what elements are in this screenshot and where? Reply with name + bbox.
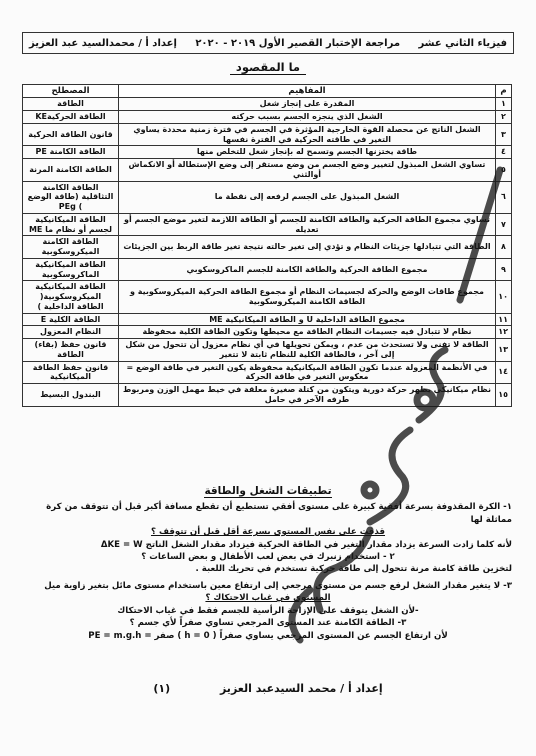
- application-line: ٣- الطاقة الكامنة عند المستوى المرجعي تساوي صفراً لأي جسم ؟: [129, 618, 407, 629]
- application-line: ٢ - استخدام زنبرك في بعض لعب الأطفال و بعض الساعات ؟: [141, 552, 395, 563]
- applications-title: تطبيقات الشغل والطاقة: [204, 485, 332, 497]
- application-line: لأن ارتفاع الجسم عن المستوى المرجعي يساوي صفراً ( h = 0 ) صفر = PE = m.g.h: [88, 630, 448, 641]
- row-concept: الطاقة التي تتبادلها جزيئات النظام و تؤدي إلى تغير حالته نتيجة تغير طاقة الربط بين الجزيئات: [119, 236, 496, 259]
- applications-section: [24, 484, 512, 642]
- table-row: [23, 281, 512, 313]
- row-concept: مجموع الطاقة الداخلية U و الطاقة الميكانيكية ME: [119, 313, 496, 326]
- row-number: ٤: [496, 146, 512, 159]
- author-label: إعداد أ / محمدالسيد عبد العزيز: [29, 37, 177, 49]
- row-term: الطاقة الميكانيكية الميكروسكوبية( الطاقة الداخلية ): [23, 281, 119, 313]
- row-concept: الشغل المبذول على الجسم لرفعه إلى نقطة ما: [119, 181, 496, 213]
- application-line: ٣- لا يتغير مقدار الشغل لرفع جسم من مستوى مرجعي إلى ارتفاع معين باستخدام مستوى مائل بتغير زاوية ميل: [44, 580, 512, 591]
- row-concept: تساوي الشغل المبذول لتغيير وضع الجسم من وضع مستقر إلى وضع الإستطالة أو الانكماش أوالثني: [119, 159, 496, 182]
- table-header-row: [23, 85, 512, 98]
- row-term: قانون الطاقة الحركية: [23, 123, 119, 146]
- row-term: الطاقة الحركيةKE: [23, 111, 119, 124]
- row-concept: نظام لا تتبادل فيه جسيمات النظام الطاقة مع محيطها وتكون الطاقة الكلية محفوظة: [119, 326, 496, 339]
- row-term: الطاقة الكامنة الميكروسكوبية: [23, 236, 119, 259]
- table-row: [23, 313, 512, 326]
- table-row: [23, 339, 512, 362]
- row-number: ١: [496, 98, 512, 111]
- row-concept: الطاقة لا تفنى ولا تستحدث من عدم ، ويمكن تحويلها في أي نظام معزول أن تتحول من شكل إلى آخر ، فالطاقة الكلية للنظام ثابتة لا تتغير: [119, 339, 496, 362]
- application-line: لتخزين طاقة كامنة مرنة تتحول إلى طاقة حركية تستخدم في تحريك اللعبة .: [195, 564, 512, 575]
- table-row: [23, 384, 512, 407]
- column-header-concepts: المفاهيم: [119, 85, 496, 98]
- row-term: قانون حفظ الطاقة الميكانيكية: [23, 361, 119, 384]
- row-concept: مجموع الطاقة الحركية والطاقة الكامنة للجسم الماكروسكوبي: [119, 258, 496, 281]
- table-row: [23, 326, 512, 339]
- row-number: ٥: [496, 159, 512, 182]
- row-term: الطاقة الكلية E: [23, 313, 119, 326]
- row-concept: الشغل الناتج عن محصلة القوة الخارجية المؤثرة في الجسم في فترة زمنية محددة يساوي التغير في طاقته الحركية في الفترة نفسها: [119, 123, 496, 146]
- page-header: [22, 32, 514, 54]
- exam-title: مراجعة الإختبار القصير الأول ٢٠١٩ - ٢٠٢٠: [195, 37, 401, 49]
- row-number: ٩: [496, 258, 512, 281]
- subject-label: فيزياء الثاني عشر: [418, 37, 507, 49]
- concepts-table: [22, 84, 512, 407]
- row-term: الطاقة الميكانيكية لجسم أو نظام ما ME: [23, 213, 119, 236]
- table-row: [23, 236, 512, 259]
- row-concept: في الأنظمة المعزولة عندما تكون الطاقة الميكانيكية محفوظة يكون التغير في طاقة الوضع = معكوس التغير في طاقة الحركة: [119, 361, 496, 384]
- row-term: النظام المعزول: [23, 326, 119, 339]
- application-line: لأنه كلما زادت السرعة يزداد مقدار التغير في الطاقة الحركية فيزداد مقدار الشغل الناتج ΔKE = W: [100, 539, 512, 550]
- row-term: الطاقة الكامنة التثاقلية (طاقة الوضع ) PEg: [23, 181, 119, 213]
- row-number: ٧: [496, 213, 512, 236]
- row-number: ٣: [496, 123, 512, 146]
- footer-author: إعداد أ / محمد السيدعبد العزيز: [219, 682, 383, 695]
- row-term: الطاقة الكامنة المرنة: [23, 159, 119, 182]
- row-concept: الشغل الذي ينجزه الجسم بسبب حركته: [119, 111, 496, 124]
- row-number: ٨: [496, 236, 512, 259]
- row-term: الطاقة الكامنة PE: [23, 146, 119, 159]
- row-term: الطاقة الميكانيكية الماكروسكوبية: [23, 258, 119, 281]
- row-concept: مجموع طاقات الوضع والحركة لجسيمات النظام أو مجموع الطاقة الحركية الميكروسكوبية و الطاقة الكامنة الميكروسكوبية: [119, 281, 496, 313]
- row-number: ١٠: [496, 281, 512, 313]
- row-number: ١٤: [496, 361, 512, 384]
- table-row: [23, 361, 512, 384]
- application-line: المستوى في غياب الاحتكاك ؟: [205, 593, 331, 604]
- row-number: ٢: [496, 111, 512, 124]
- section-title: ما المقصود: [0, 60, 536, 74]
- table-row: [23, 123, 512, 146]
- row-term: الطاقة: [23, 98, 119, 111]
- row-number: ١٢: [496, 326, 512, 339]
- row-concept: طاقة يختزنها الجسم وتسمح له بإنجاز شغل للتخلص منها: [119, 146, 496, 159]
- row-term: قانون حفظ (بقاء) الطاقة: [23, 339, 119, 362]
- row-number: ٦: [496, 181, 512, 213]
- table-row: [23, 146, 512, 159]
- application-line: ١- الكرة المقذوفة بسرعة أفقية كبيرة على مستوى أفقي تستطيع أن تقطع مسافة أكبر قبل أن تتوقف من كرة مماثلة لها: [46, 502, 512, 525]
- table-row: [23, 159, 512, 182]
- row-concept: تساوي مجموع الطاقة الحركية والطاقة الكامنة للجسم أو الطاقة اللازمة لتغير موضع الجسم أو تعديله: [119, 213, 496, 236]
- page-number: (١): [153, 682, 171, 695]
- application-line: قذفت على نفس المستوى بسرعة أقل قبل أن تتوقف ؟: [150, 527, 386, 538]
- row-concept: المقدرة على إنجاز شغل: [119, 98, 496, 111]
- column-header-term: المصطلح: [23, 85, 119, 98]
- table-row: [23, 181, 512, 213]
- row-number: ١١: [496, 313, 512, 326]
- table-row: [23, 111, 512, 124]
- row-number: ١٥: [496, 384, 512, 407]
- table-row: [23, 258, 512, 281]
- row-term: البندول البسيط: [23, 384, 119, 407]
- page-footer: [0, 682, 536, 695]
- row-number: ١٣: [496, 339, 512, 362]
- table-row: [23, 98, 512, 111]
- table-row: [23, 213, 512, 236]
- application-line: -لأن الشغل يتوقف على الإزاحة الرأسية للجسم فقط في غياب الاحتكاك: [117, 605, 419, 616]
- column-header-number: م: [496, 85, 512, 98]
- row-concept: نظام ميكانيكي يظهر حركة دورية ويتكون من كتلة صغيرة معلقة في خيط مهمل الوزن ومربوط طرفه الآخر في حامل: [119, 384, 496, 407]
